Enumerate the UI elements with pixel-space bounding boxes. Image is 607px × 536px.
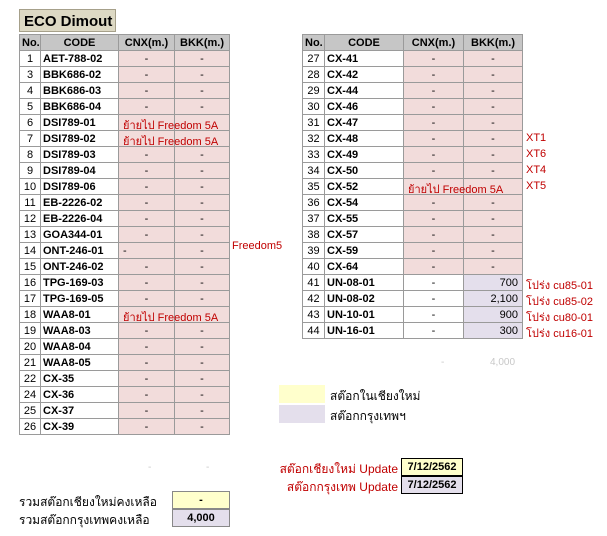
row-number[interactable]: 7 xyxy=(20,131,41,147)
row-number[interactable]: 35 xyxy=(303,179,325,195)
bkk-stock-cell[interactable]: - xyxy=(464,131,523,147)
product-code[interactable]: DSI789-03 xyxy=(41,147,119,163)
bkk-stock-cell[interactable]: - xyxy=(175,163,230,179)
row-remark: XT4 xyxy=(526,163,547,176)
cnx-stock-cell[interactable] xyxy=(119,115,219,132)
row-number[interactable]: 29 xyxy=(303,83,325,99)
cnx-stock-cell[interactable]: - xyxy=(119,99,175,115)
row-remark: Freedom5 xyxy=(232,239,283,252)
moved-note: ย้ายไป Freedom 5A xyxy=(123,136,219,148)
bkk-stock-cell[interactable]: - xyxy=(464,195,523,211)
table-row xyxy=(20,195,230,211)
product-code[interactable]: BBK686-02 xyxy=(41,67,119,83)
row-number[interactable]: 36 xyxy=(303,195,325,211)
table-row xyxy=(20,275,230,291)
product-code[interactable]: ONT-246-02 xyxy=(41,259,119,275)
cnx-stock-cell[interactable]: - xyxy=(404,115,464,131)
cnx-stock-cell[interactable] xyxy=(404,179,504,196)
product-code[interactable]: CX-54 xyxy=(325,195,404,211)
cnx-stock-cell[interactable] xyxy=(119,307,219,324)
product-code[interactable]: CX-47 xyxy=(325,115,404,131)
product-code[interactable]: CX-42 xyxy=(325,67,404,83)
table-row xyxy=(303,275,523,291)
bkk-stock-cell[interactable]: - xyxy=(464,51,523,67)
row-remark: XT1 xyxy=(526,131,547,144)
table-row xyxy=(20,83,230,99)
row-number[interactable]: 32 xyxy=(303,131,325,147)
product-code[interactable]: TPG-169-05 xyxy=(41,291,119,307)
legend-bkk-swatch xyxy=(279,405,325,423)
product-code[interactable]: CX-57 xyxy=(325,227,404,243)
product-code[interactable]: CX-37 xyxy=(41,403,119,419)
row-number[interactable]: 39 xyxy=(303,243,325,259)
row-number[interactable]: 6 xyxy=(20,115,41,131)
cnx-stock-cell[interactable]: - xyxy=(119,163,175,179)
bkk-total-value[interactable]: 4,000 xyxy=(172,509,230,527)
cnx-stock-cell[interactable]: - xyxy=(119,371,175,387)
table-row xyxy=(303,67,523,83)
cnx-stock-cell[interactable]: - xyxy=(404,83,464,99)
row-number[interactable]: 30 xyxy=(303,99,325,115)
row-number[interactable]: 37 xyxy=(303,211,325,227)
row-remark: XT5 xyxy=(526,179,547,192)
table-row xyxy=(303,211,523,227)
product-code[interactable]: TPG-169-03 xyxy=(41,275,119,291)
bkk-stock-cell[interactable]: - xyxy=(175,211,230,227)
row-number[interactable]: 42 xyxy=(303,291,325,307)
table-row xyxy=(20,371,230,387)
bkk-update-date[interactable]: 7/12/2562 xyxy=(401,476,463,494)
cnx-stock-cell[interactable]: - xyxy=(119,243,175,259)
row-number[interactable]: 27 xyxy=(303,51,325,67)
cnx-stock-cell[interactable]: - xyxy=(119,387,175,403)
bkk-stock-cell[interactable]: 300 xyxy=(464,323,523,339)
table-row xyxy=(20,99,230,115)
table-row xyxy=(303,51,523,67)
header-no[interactable]: No. xyxy=(303,35,325,51)
cnx-update-label: สต๊อกเชียงใหม่ Update xyxy=(279,462,398,476)
product-code[interactable]: UN-08-02 xyxy=(325,291,404,307)
table-row xyxy=(20,387,230,403)
row-number[interactable]: 41 xyxy=(303,275,325,291)
table-row xyxy=(303,99,523,115)
cnx-stock-cell[interactable]: - xyxy=(404,323,464,339)
bkk-stock-cell[interactable]: - xyxy=(175,243,230,259)
product-code[interactable]: CX-52 xyxy=(325,179,404,195)
cnx-stock-cell[interactable]: - xyxy=(404,195,464,211)
bkk-stock-cell[interactable]: - xyxy=(464,211,523,227)
bkk-stock-cell[interactable]: - xyxy=(175,387,230,403)
row-remark: โปร่ง cu80-01 xyxy=(526,311,593,324)
left-ghost-cnx: - xyxy=(148,462,152,473)
cnx-stock-cell[interactable]: - xyxy=(404,99,464,115)
cnx-stock-cell[interactable]: - xyxy=(404,51,464,67)
table-row xyxy=(303,307,523,323)
header-no[interactable]: No. xyxy=(20,35,41,51)
row-number[interactable]: 22 xyxy=(20,371,41,387)
table-row xyxy=(20,67,230,83)
table-row xyxy=(20,51,230,67)
cnx-stock-cell[interactable]: - xyxy=(404,147,464,163)
row-number[interactable]: 33 xyxy=(303,147,325,163)
row-number[interactable]: 12 xyxy=(20,211,41,227)
cnx-stock-cell[interactable]: - xyxy=(119,419,175,435)
cnx-total-value[interactable]: - xyxy=(172,491,230,509)
product-code[interactable]: CX-39 xyxy=(41,419,119,435)
bkk-stock-cell[interactable]: - xyxy=(175,371,230,387)
product-code[interactable]: DSI789-04 xyxy=(41,163,119,179)
row-number[interactable]: 13 xyxy=(20,227,41,243)
cnx-stock-cell[interactable]: - xyxy=(404,211,464,227)
cnx-stock-cell[interactable]: - xyxy=(119,195,175,211)
header-bkk[interactable]: BKK(m.) xyxy=(175,35,230,51)
cnx-stock-cell[interactable]: - xyxy=(119,355,175,371)
header-bkk[interactable]: BKK(m.) xyxy=(464,35,523,51)
row-number[interactable]: 9 xyxy=(20,163,41,179)
bkk-stock-cell[interactable]: - xyxy=(175,83,230,99)
cnx-total-label: รวมสต๊อกเชียงใหม่คงเหลือ xyxy=(19,495,157,509)
table-row xyxy=(20,419,230,435)
row-number[interactable]: 40 xyxy=(303,259,325,275)
bkk-stock-cell[interactable]: - xyxy=(175,275,230,291)
product-code[interactable]: DSI789-01 xyxy=(41,115,119,131)
table-row xyxy=(20,259,230,275)
bkk-stock-cell[interactable]: - xyxy=(464,147,523,163)
bkk-stock-cell[interactable]: - xyxy=(175,147,230,163)
right-ghost-bkk: 4,000 xyxy=(490,357,516,368)
table-row xyxy=(20,211,230,227)
cnx-update-date[interactable]: 7/12/2562 xyxy=(401,458,463,476)
bkk-stock-cell[interactable]: - xyxy=(175,227,230,243)
product-code[interactable]: EB-2226-02 xyxy=(41,195,119,211)
product-code[interactable]: BBK686-03 xyxy=(41,83,119,99)
row-number[interactable]: 16 xyxy=(20,275,41,291)
bkk-stock-cell[interactable]: - xyxy=(175,259,230,275)
bkk-stock-cell[interactable]: - xyxy=(464,259,523,275)
table-row xyxy=(20,339,230,355)
cnx-stock-cell[interactable]: - xyxy=(404,275,464,291)
left-stock-table xyxy=(19,34,230,435)
cnx-stock-cell[interactable]: - xyxy=(119,83,175,99)
bkk-stock-cell[interactable]: - xyxy=(175,99,230,115)
cnx-stock-cell[interactable]: - xyxy=(404,227,464,243)
table-row xyxy=(20,179,230,195)
row-number[interactable]: 31 xyxy=(303,115,325,131)
product-code[interactable]: UN-10-01 xyxy=(325,307,404,323)
row-remark: โปร่ง cu16-01 xyxy=(526,327,593,340)
row-number[interactable]: 24 xyxy=(20,387,41,403)
table-row xyxy=(20,403,230,419)
cnx-stock-cell[interactable]: - xyxy=(119,67,175,83)
bkk-stock-cell[interactable]: - xyxy=(175,355,230,371)
cnx-stock-cell[interactable]: - xyxy=(404,291,464,307)
cnx-stock-cell[interactable]: - xyxy=(119,179,175,195)
row-number[interactable]: 28 xyxy=(303,67,325,83)
cnx-stock-cell[interactable]: - xyxy=(119,211,175,227)
bkk-stock-cell[interactable]: - xyxy=(464,99,523,115)
row-number[interactable]: 3 xyxy=(20,67,41,83)
table-row xyxy=(303,131,523,147)
row-number[interactable]: 25 xyxy=(20,403,41,419)
moved-note: ย้ายไป Freedom 5A xyxy=(123,312,219,324)
cnx-stock-cell[interactable]: - xyxy=(404,259,464,275)
cnx-stock-cell[interactable] xyxy=(119,131,219,148)
row-number[interactable]: 26 xyxy=(20,419,41,435)
product-code[interactable]: AET-788-02 xyxy=(41,51,119,67)
cnx-stock-cell[interactable]: - xyxy=(119,403,175,419)
table-row xyxy=(303,291,523,307)
row-number[interactable]: 38 xyxy=(303,227,325,243)
product-code[interactable]: WAA8-04 xyxy=(41,339,119,355)
product-code[interactable]: EB-2226-04 xyxy=(41,211,119,227)
cnx-stock-cell[interactable]: - xyxy=(119,259,175,275)
row-number[interactable]: 5 xyxy=(20,99,41,115)
table-row xyxy=(303,179,523,195)
cnx-stock-cell[interactable]: - xyxy=(119,227,175,243)
cnx-stock-cell[interactable]: - xyxy=(119,275,175,291)
product-code[interactable]: WAA8-05 xyxy=(41,355,119,371)
table-row xyxy=(303,243,523,259)
product-code[interactable]: CX-35 xyxy=(41,371,119,387)
product-code[interactable]: ONT-246-01 xyxy=(41,243,119,259)
product-code[interactable]: WAA8-01 xyxy=(41,307,119,323)
sheet-title: ECO Dimout xyxy=(19,9,116,32)
product-code[interactable]: UN-08-01 xyxy=(325,275,404,291)
cnx-stock-cell[interactable]: - xyxy=(119,339,175,355)
cnx-stock-cell[interactable]: - xyxy=(404,131,464,147)
product-code[interactable]: CX-59 xyxy=(325,243,404,259)
row-number[interactable]: 18 xyxy=(20,307,41,323)
header-cnx[interactable]: CNX(m.) xyxy=(404,35,464,51)
bkk-stock-cell[interactable]: - xyxy=(175,51,230,67)
row-number[interactable]: 17 xyxy=(20,291,41,307)
row-remark: XT6 xyxy=(526,147,547,160)
table-header-row xyxy=(20,35,230,51)
row-remark: โปร่ง cu85-02 xyxy=(526,295,593,308)
table-row xyxy=(303,83,523,99)
moved-note: ย้ายไป Freedom 5A xyxy=(123,120,219,132)
table-row xyxy=(20,227,230,243)
row-number[interactable]: 34 xyxy=(303,163,325,179)
bkk-stock-cell[interactable]: - xyxy=(464,163,523,179)
product-code[interactable]: CX-50 xyxy=(325,163,404,179)
legend-cnx-label: สต๊อกในเชียงใหม่ xyxy=(330,389,421,403)
header-code[interactable]: CODE xyxy=(41,35,119,51)
right-ghost-cnx: - xyxy=(441,357,445,368)
row-number[interactable]: 11 xyxy=(20,195,41,211)
table-row xyxy=(303,323,523,339)
product-code[interactable]: CX-55 xyxy=(325,211,404,227)
table-row xyxy=(303,259,523,275)
product-code[interactable]: DSI789-02 xyxy=(41,131,119,147)
bkk-stock-cell[interactable]: - xyxy=(464,67,523,83)
bkk-stock-cell[interactable]: - xyxy=(175,323,230,339)
table-row xyxy=(303,115,523,131)
row-number[interactable]: 19 xyxy=(20,323,41,339)
bkk-stock-cell[interactable]: - xyxy=(175,179,230,195)
row-number[interactable]: 8 xyxy=(20,147,41,163)
table-row xyxy=(20,307,230,323)
bkk-stock-cell[interactable]: - xyxy=(175,419,230,435)
product-code[interactable]: CX-48 xyxy=(325,131,404,147)
row-remark: โปร่ง cu85-01 xyxy=(526,279,593,292)
row-number[interactable]: 4 xyxy=(20,83,41,99)
product-code[interactable]: CX-64 xyxy=(325,259,404,275)
cnx-stock-cell[interactable]: - xyxy=(404,163,464,179)
header-cnx[interactable]: CNX(m.) xyxy=(119,35,175,51)
product-code[interactable]: CX-41 xyxy=(325,51,404,67)
bkk-total-label: รวมสต๊อกกรุงเทพคงเหลือ xyxy=(19,513,150,527)
table-row xyxy=(303,147,523,163)
cnx-stock-cell[interactable]: - xyxy=(119,51,175,67)
bkk-stock-cell[interactable]: 700 xyxy=(464,275,523,291)
legend-cnx-swatch xyxy=(279,385,325,403)
bkk-stock-cell[interactable]: - xyxy=(464,227,523,243)
cnx-stock-cell[interactable]: - xyxy=(404,243,464,259)
bkk-stock-cell[interactable]: - xyxy=(464,243,523,259)
bkk-stock-cell[interactable]: - xyxy=(464,83,523,99)
row-number[interactable]: 10 xyxy=(20,179,41,195)
bkk-stock-cell[interactable]: 2,100 xyxy=(464,291,523,307)
product-code[interactable]: GOA344-01 xyxy=(41,227,119,243)
product-code[interactable]: CX-36 xyxy=(41,387,119,403)
bkk-stock-cell[interactable]: - xyxy=(175,403,230,419)
bkk-stock-cell[interactable]: - xyxy=(464,115,523,131)
table-row xyxy=(303,227,523,243)
table-row xyxy=(20,115,230,131)
table-row xyxy=(20,131,230,147)
bkk-stock-cell[interactable]: - xyxy=(175,67,230,83)
product-code[interactable]: BBK686-04 xyxy=(41,99,119,115)
table-row xyxy=(20,243,230,259)
bkk-stock-cell[interactable]: - xyxy=(175,339,230,355)
right-stock-table xyxy=(302,34,523,339)
product-code[interactable]: CX-44 xyxy=(325,83,404,99)
product-code[interactable]: CX-46 xyxy=(325,99,404,115)
row-number[interactable]: 21 xyxy=(20,355,41,371)
product-code[interactable]: CX-49 xyxy=(325,147,404,163)
bkk-stock-cell[interactable]: - xyxy=(175,195,230,211)
row-number[interactable]: 43 xyxy=(303,307,325,323)
table-header-row xyxy=(303,35,523,51)
row-number[interactable]: 1 xyxy=(20,51,41,67)
cnx-stock-cell[interactable]: - xyxy=(119,291,175,307)
left-ghost-bkk: - xyxy=(206,462,210,473)
legend-bkk-label: สต๊อกกรุงเทพฯ xyxy=(330,409,406,423)
row-number[interactable]: 14 xyxy=(20,243,41,259)
header-code[interactable]: CODE xyxy=(325,35,404,51)
row-number[interactable]: 15 xyxy=(20,259,41,275)
bkk-stock-cell[interactable]: - xyxy=(175,291,230,307)
table-row xyxy=(20,163,230,179)
table-row xyxy=(20,355,230,371)
bkk-stock-cell[interactable]: 900 xyxy=(464,307,523,323)
table-row xyxy=(303,163,523,179)
product-code[interactable]: DSI789-06 xyxy=(41,179,119,195)
cnx-stock-cell[interactable]: - xyxy=(404,307,464,323)
product-code[interactable]: WAA8-03 xyxy=(41,323,119,339)
cnx-stock-cell[interactable]: - xyxy=(404,67,464,83)
row-number[interactable]: 44 xyxy=(303,323,325,339)
product-code[interactable]: UN-16-01 xyxy=(325,323,404,339)
table-row xyxy=(20,291,230,307)
row-number[interactable]: 20 xyxy=(20,339,41,355)
cnx-stock-cell[interactable]: - xyxy=(119,147,175,163)
bkk-update-label: สต๊อกกรุงเทพ Update xyxy=(286,480,398,494)
cnx-stock-cell[interactable]: - xyxy=(119,323,175,339)
moved-note: ย้ายไป Freedom 5A xyxy=(408,184,504,196)
